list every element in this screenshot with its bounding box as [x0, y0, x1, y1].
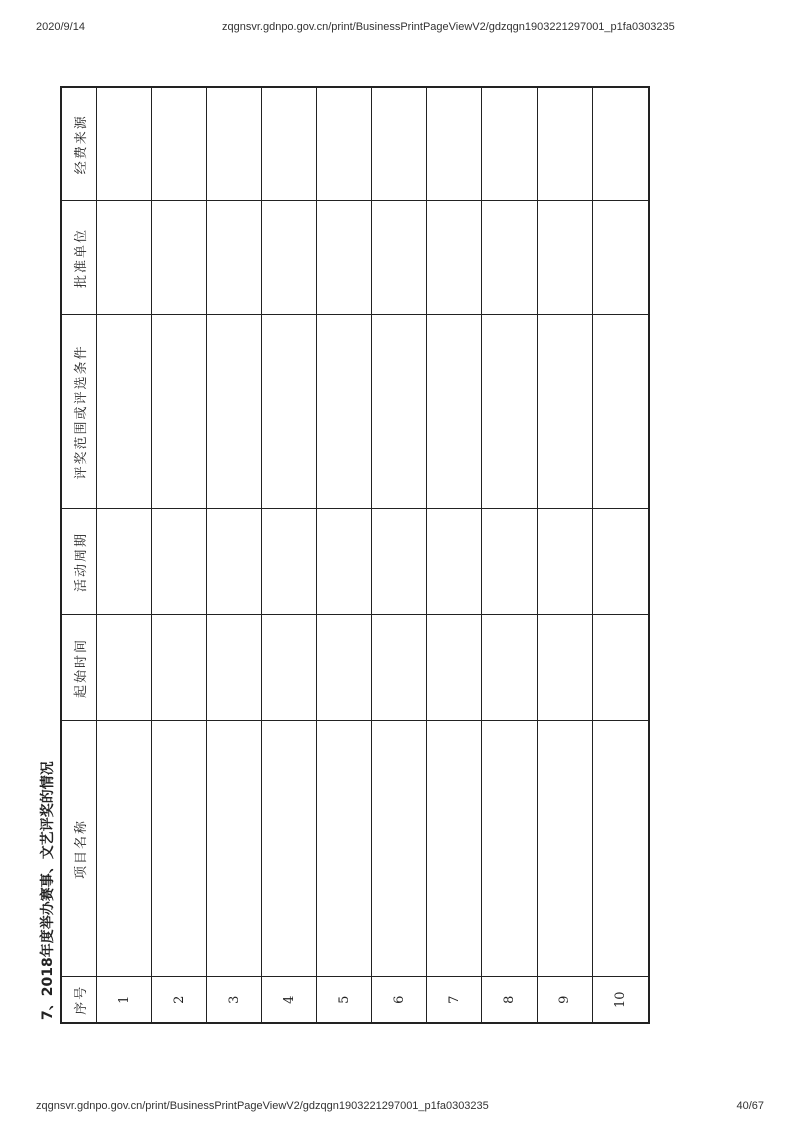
- table-cell: [592, 315, 649, 509]
- row-index-cell: 9: [537, 977, 592, 1023]
- table-cell: [262, 201, 317, 315]
- table-cell: [372, 315, 427, 509]
- row-index-cell: 5: [317, 977, 372, 1023]
- table-cell: [152, 721, 207, 977]
- table-cell: [262, 87, 317, 201]
- table-cell: [592, 615, 649, 721]
- table-cell: [97, 615, 152, 721]
- row-index-cell: 7: [427, 977, 482, 1023]
- table-cell: [372, 87, 427, 201]
- table-cell: [207, 721, 262, 977]
- row-index-cell: 10: [592, 977, 649, 1023]
- table-cell: [97, 721, 152, 977]
- col-header-activity-period: 活动周期: [61, 509, 97, 615]
- table-cell: [262, 509, 317, 615]
- table-row: [262, 87, 317, 1023]
- table-row: [372, 87, 427, 1023]
- table-cell: [592, 721, 649, 977]
- table-cell: [207, 87, 262, 201]
- table-cell: [262, 615, 317, 721]
- table-cell: [482, 315, 537, 509]
- table-cell: [317, 201, 372, 315]
- table-cell: [482, 201, 537, 315]
- table-cell: [207, 315, 262, 509]
- table-cell: [97, 87, 152, 201]
- table-row: [592, 87, 649, 1023]
- table-row: [537, 87, 592, 1023]
- table-cell: [482, 721, 537, 977]
- table-cell: [152, 615, 207, 721]
- table-cell: [372, 509, 427, 615]
- col-header-award-scope: 评奖范围或评选条件: [61, 315, 97, 509]
- col-header-project-name: 项目名称: [61, 721, 97, 977]
- table-cell: [97, 509, 152, 615]
- table-cell: [97, 315, 152, 509]
- table-header-row: [61, 87, 97, 1023]
- table-row: [317, 87, 372, 1023]
- table-cell: [207, 201, 262, 315]
- table-row: [97, 87, 152, 1023]
- table-cell: [317, 87, 372, 201]
- table-cell: [317, 721, 372, 977]
- table-row: [482, 87, 537, 1023]
- table-cell: [152, 315, 207, 509]
- print-header-url: zqgnsvr.gdnpo.gov.cn/print/BusinessPrintPageViewV2/gdzqgn1903221297001_p1fa0303235: [222, 21, 675, 33]
- print-date: 2020/9/14: [36, 21, 85, 33]
- table-cell: [482, 615, 537, 721]
- table-cell: [537, 315, 592, 509]
- table-row: [152, 87, 207, 1023]
- page-number: 40/67: [736, 1100, 764, 1112]
- table-cell: [537, 721, 592, 977]
- table-cell: [427, 201, 482, 315]
- table-cell: [262, 721, 317, 977]
- table-cell: [317, 315, 372, 509]
- table-cell: [482, 87, 537, 201]
- row-index-cell: 4: [262, 977, 317, 1023]
- table-cell: [152, 87, 207, 201]
- table-row: [207, 87, 262, 1023]
- section-title: 7、2018年度举办赛事、文艺评奖的情况: [40, 761, 56, 1020]
- table-cell: [537, 87, 592, 201]
- table-cell: [152, 201, 207, 315]
- table-cell: [592, 509, 649, 615]
- table-cell: [592, 87, 649, 201]
- table-cell: [427, 509, 482, 615]
- col-header-index: 序号: [61, 977, 97, 1023]
- table-cell: [537, 615, 592, 721]
- table-cell: [262, 315, 317, 509]
- table-container: [60, 88, 650, 1024]
- section-title-container: [36, 88, 60, 1024]
- table-cell: [317, 615, 372, 721]
- table-cell: [207, 615, 262, 721]
- col-header-funding-source: 经费来源: [61, 87, 97, 201]
- table-cell: [207, 509, 262, 615]
- col-header-approving-unit: 批准单位: [61, 201, 97, 315]
- table-cell: [482, 509, 537, 615]
- table-cell: [152, 509, 207, 615]
- table-cell: [592, 201, 649, 315]
- table-cell: [427, 615, 482, 721]
- table-cell: [372, 721, 427, 977]
- table-cell: [537, 201, 592, 315]
- print-footer-url: zqgnsvr.gdnpo.gov.cn/print/BusinessPrintPageViewV2/gdzqgn1903221297001_p1fa0303235: [36, 1100, 489, 1112]
- table-cell: [537, 509, 592, 615]
- table-cell: [97, 201, 152, 315]
- row-index-cell: 2: [152, 977, 207, 1023]
- events-table: [60, 86, 650, 1024]
- row-index-cell: 8: [482, 977, 537, 1023]
- table-cell: [372, 615, 427, 721]
- table-cell: [427, 721, 482, 977]
- col-header-start-time: 起始时间: [61, 615, 97, 721]
- table-cell: [427, 87, 482, 201]
- row-index-cell: 1: [97, 977, 152, 1023]
- row-index-cell: 6: [372, 977, 427, 1023]
- table-cell: [427, 315, 482, 509]
- row-index-cell: 3: [207, 977, 262, 1023]
- table-row: [427, 87, 482, 1023]
- table-cell: [372, 201, 427, 315]
- table-cell: [317, 509, 372, 615]
